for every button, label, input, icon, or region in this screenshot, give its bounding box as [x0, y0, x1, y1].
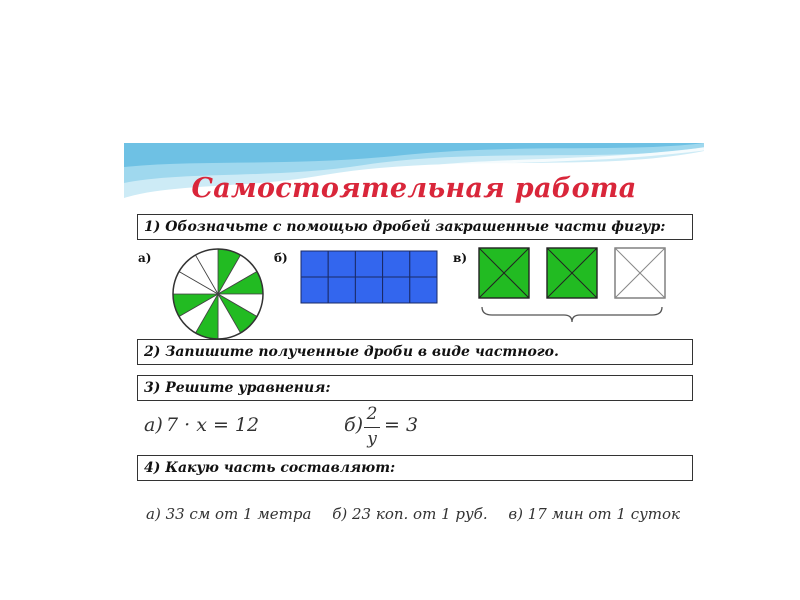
equation-a-prefix: а): [144, 414, 163, 436]
empty-square: [615, 248, 665, 298]
task-3-label: 3) Решите уравнения:: [144, 380, 331, 396]
answer-a: а) 33 см от 1 метра: [146, 505, 312, 523]
task-2-box: [137, 339, 693, 365]
figure-b-rectangle: [300, 250, 438, 304]
equation-b-prefix: б): [344, 414, 364, 436]
equation-a: 7 · x = 12: [166, 414, 260, 436]
grid-cell: [383, 277, 410, 303]
slide: [124, 143, 704, 555]
task-4-box: [137, 455, 693, 481]
grid-cell: [328, 251, 355, 277]
task-2-label: 2) Запишите полученные дроби в виде частного.: [144, 344, 559, 360]
filled-square: [547, 248, 597, 298]
equation-b-denominator: y: [367, 429, 377, 449]
brace: [482, 307, 662, 322]
figure-b-label: б): [274, 251, 288, 265]
figure-c-squares: [478, 247, 668, 327]
answers-row: [146, 505, 696, 523]
grid-cell: [301, 277, 328, 303]
task-1-box: [137, 214, 693, 240]
figure-a-label: а): [138, 251, 152, 265]
grid-cell: [383, 251, 410, 277]
grid-cell: [328, 277, 355, 303]
grid-cell: [355, 251, 382, 277]
answer-c: в) 17 мин от 1 суток: [508, 505, 681, 523]
task-4-label: 4) Какую часть составляют:: [144, 460, 396, 476]
figure-c-label: в): [453, 251, 468, 265]
task-3-box: [137, 375, 693, 401]
grid-cell: [355, 277, 382, 303]
grid-cell: [410, 251, 437, 277]
grid-cell: [301, 251, 328, 277]
filled-square: [479, 248, 529, 298]
page-title: Самостоятельная работа: [191, 173, 637, 204]
grid-cell: [410, 277, 437, 303]
task-1-label: 1) Обозначьте с помощью дробей закрашенные части фигур:: [144, 219, 666, 235]
answer-b: б) 23 коп. от 1 руб.: [332, 505, 488, 523]
figure-a-circle: [170, 246, 266, 342]
equation-b-numerator: 2: [366, 404, 378, 424]
equation-b-rhs: = 3: [384, 414, 419, 436]
